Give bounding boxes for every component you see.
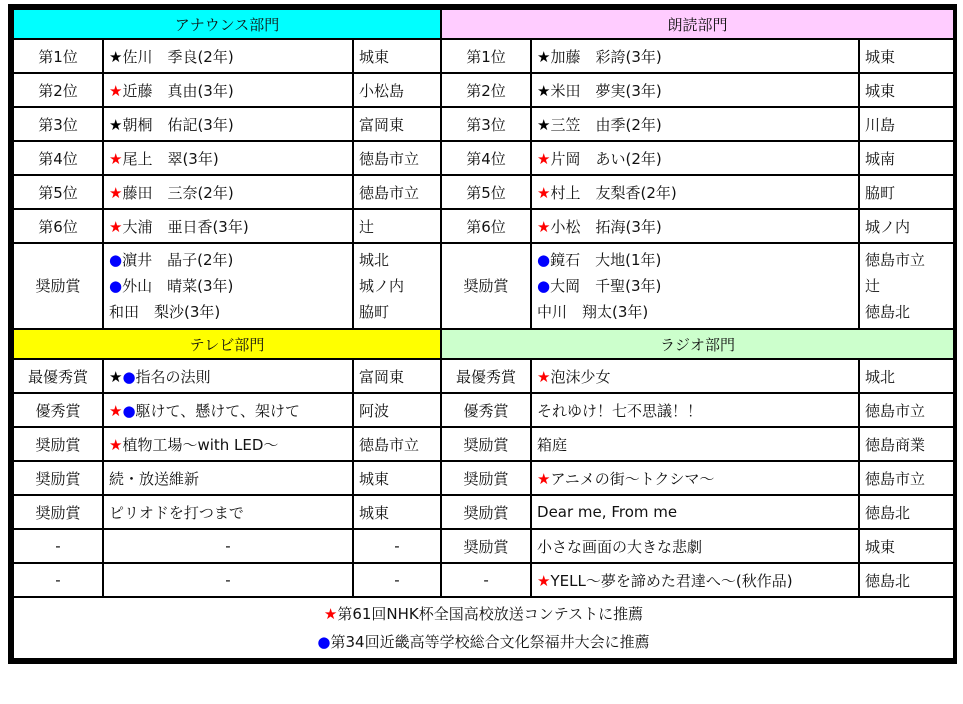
circle-icon: ● <box>537 251 551 269</box>
entry-text: 小さな画面の大きな悲劇 <box>537 537 703 556</box>
entry-cell <box>103 209 353 243</box>
table-row <box>13 359 954 393</box>
rank-cell: - <box>13 563 103 597</box>
entry-cell <box>103 141 353 175</box>
entry-line <box>109 273 347 299</box>
school-cell <box>353 495 441 529</box>
rank-cell: 第5位 <box>13 175 103 209</box>
star-icon: ★ <box>537 115 551 134</box>
star-icon: ★ <box>109 367 123 386</box>
rank-cell: 第4位 <box>13 141 103 175</box>
entry-cell <box>531 427 859 461</box>
table-row <box>13 73 954 107</box>
entry-text: - <box>225 537 231 555</box>
school-name: 脇町 <box>359 303 390 321</box>
school-name: - <box>394 571 400 589</box>
results-table-frame <box>8 4 957 664</box>
star-icon: ★ <box>109 401 123 420</box>
circle-icon: ● <box>122 367 136 386</box>
school-name: 城ノ内 <box>865 217 911 236</box>
entry-line <box>109 216 347 237</box>
school-name: 城ノ内 <box>359 277 405 295</box>
school-name: 川島 <box>865 115 896 134</box>
school-name: 徳島市立 <box>359 183 420 202</box>
entry-line <box>537 247 853 273</box>
entry-text: 米田 夢実(3年) <box>550 81 662 100</box>
entry-line <box>109 80 347 101</box>
entry-line <box>537 148 853 169</box>
entry-cell <box>531 175 859 209</box>
table-row <box>13 243 954 329</box>
star-icon: ★ <box>109 115 123 134</box>
entry-text: 続・放送維新 <box>109 469 200 488</box>
school-cell <box>859 141 954 175</box>
school-cell <box>353 359 441 393</box>
entry-cell <box>531 461 859 495</box>
entry-line <box>537 468 853 489</box>
school-cell <box>353 175 441 209</box>
rank-cell: 奨励賞 <box>13 461 103 495</box>
table-row <box>13 529 954 563</box>
school-name: 城南 <box>865 149 896 168</box>
entry-text: 外山 晴菜(3年) <box>122 277 234 295</box>
entry-line <box>109 502 347 523</box>
entry-line <box>109 247 347 273</box>
rank-cell: 第2位 <box>13 73 103 107</box>
circle-icon: ● <box>537 277 551 295</box>
rank-cell: 第3位 <box>441 107 531 141</box>
star-icon: ★ <box>537 81 551 100</box>
school-cell <box>859 529 954 563</box>
circle-icon: ● <box>109 251 123 269</box>
entry-text: 箱庭 <box>537 435 568 454</box>
school-cell <box>353 39 441 73</box>
category-header: テレビ部門 <box>13 329 441 359</box>
entry-cell <box>103 73 353 107</box>
star-icon: ★ <box>537 47 551 66</box>
rank-cell: 奨励賞 <box>441 495 531 529</box>
entry-text: 第34回近畿高等学校総合文化祭福井大会に推薦 <box>330 633 650 651</box>
school-name: 富岡東 <box>359 367 405 386</box>
entry-line <box>537 182 853 203</box>
legend-row <box>13 597 954 659</box>
star-icon: ★ <box>323 605 338 623</box>
school-cell <box>859 107 954 141</box>
school-name: 辻 <box>865 277 881 295</box>
entry-text: 藤田 三奈(2年) <box>122 183 234 202</box>
entry-cell <box>103 107 353 141</box>
school-name: 徳島北 <box>865 571 911 590</box>
entry-line <box>537 299 853 325</box>
entry-line <box>109 114 347 135</box>
entry-line <box>109 46 347 67</box>
entry-text: 三笠 由季(2年) <box>550 115 662 134</box>
entry-line <box>537 503 853 521</box>
table-row <box>13 107 954 141</box>
circle-icon: ● <box>109 277 123 295</box>
table-row <box>13 495 954 529</box>
entry-line <box>537 46 853 67</box>
entry-line <box>537 570 853 591</box>
school-name: 徳島市立 <box>865 469 926 488</box>
table-row <box>13 175 954 209</box>
entry-line <box>537 366 853 387</box>
star-icon: ★ <box>109 217 123 236</box>
entry-text: 和田 梨沙(3年) <box>109 303 221 321</box>
entry-line <box>109 366 347 387</box>
school-name: 城東 <box>359 469 390 488</box>
entry-cell <box>531 529 859 563</box>
entry-line <box>19 628 948 656</box>
entry-text: 鏡石 大地(1年) <box>550 251 662 269</box>
entry-cell <box>103 461 353 495</box>
school-cell <box>859 427 954 461</box>
legend-cell <box>13 597 954 659</box>
entry-cell <box>531 39 859 73</box>
rank-cell: 第1位 <box>13 39 103 73</box>
star-icon: ★ <box>537 469 551 488</box>
rank-cell: 奨励賞 <box>441 529 531 563</box>
rank-cell: 奨励賞 <box>441 461 531 495</box>
school-name: 城北 <box>359 251 390 269</box>
school-name: 徳島市立 <box>865 401 926 420</box>
entry-cell <box>531 495 859 529</box>
entry-text: 大浦 亜日香(3年) <box>122 217 249 236</box>
star-icon: ★ <box>109 47 123 66</box>
entry-text: YELL～夢を諦めた君達へ～(秋作品) <box>550 571 793 590</box>
rank-cell: 最優秀賞 <box>441 359 531 393</box>
entry-cell <box>531 243 859 329</box>
school-name: 辻 <box>359 217 375 236</box>
entry-text: 濵井 晶子(2年) <box>122 251 234 269</box>
rank-cell: 第2位 <box>441 73 531 107</box>
school-name: 徳島北 <box>865 503 911 522</box>
rank-cell: 優秀賞 <box>13 393 103 427</box>
star-icon: ★ <box>537 183 551 202</box>
entry-line <box>537 400 853 421</box>
star-icon: ★ <box>109 435 123 454</box>
star-icon: ★ <box>537 149 551 168</box>
rank-cell: 奨励賞 <box>13 243 103 329</box>
entry-text: 大岡 千聖(3年) <box>550 277 662 295</box>
rank-cell: 奨励賞 <box>13 495 103 529</box>
entry-text: 小松 拓海(3年) <box>550 217 662 236</box>
school-name: 城東 <box>359 47 390 66</box>
entry-line <box>19 600 948 628</box>
rank-cell: 第6位 <box>13 209 103 243</box>
entry-cell <box>531 107 859 141</box>
star-icon: ★ <box>537 217 551 236</box>
entry-text: 駆けて、懸けて、架けて <box>135 401 300 420</box>
entry-line <box>537 80 853 101</box>
school-cell <box>353 393 441 427</box>
school-name: 徳島市立 <box>359 435 420 454</box>
table-row <box>13 39 954 73</box>
school-cell <box>859 209 954 243</box>
entry-cell <box>103 427 353 461</box>
star-icon: ★ <box>109 149 123 168</box>
school-name: 城東 <box>865 537 896 556</box>
school-cell <box>353 243 441 329</box>
school-name: - <box>394 537 400 555</box>
circle-icon: ● <box>317 633 331 651</box>
entry-text: 指名の法則 <box>135 367 211 386</box>
star-icon: ★ <box>109 81 123 100</box>
entry-cell <box>531 209 859 243</box>
rank-cell: 優秀賞 <box>441 393 531 427</box>
school-cell <box>859 39 954 73</box>
star-icon: ★ <box>537 571 551 590</box>
rank-cell: - <box>441 563 531 597</box>
entry-text: 中川 翔太(3年) <box>537 303 649 321</box>
school-cell <box>859 563 954 597</box>
table-row <box>13 461 954 495</box>
entry-line <box>537 216 853 237</box>
entry-cell <box>103 39 353 73</box>
school-name: 城東 <box>865 81 896 100</box>
rank-cell: 第5位 <box>441 175 531 209</box>
entry-text: 泡沫少女 <box>550 367 611 386</box>
rank-cell: 第1位 <box>441 39 531 73</box>
rank-cell: 奨励賞 <box>441 427 531 461</box>
entry-line <box>537 536 853 557</box>
entry-cell <box>103 563 353 597</box>
school-name: 脇町 <box>865 183 896 202</box>
school-name: 徳島商業 <box>865 435 926 454</box>
school-cell <box>859 393 954 427</box>
rank-cell: 第3位 <box>13 107 103 141</box>
entry-text: 朝桐 佑記(3年) <box>122 115 234 134</box>
school-name: 城北 <box>865 367 896 386</box>
school-cell <box>353 427 441 461</box>
entry-line <box>109 299 347 325</box>
entry-cell <box>103 393 353 427</box>
star-icon: ★ <box>537 367 551 386</box>
entry-cell <box>531 359 859 393</box>
entry-cell <box>531 73 859 107</box>
entry-text: 尾上 翠(3年) <box>122 149 219 168</box>
entry-text: 第61回NHK杯全国高校放送コンテストに推薦 <box>337 605 644 623</box>
entry-line <box>537 114 853 135</box>
entry-text: Dear me, From me <box>537 503 678 521</box>
school-cell <box>353 563 441 597</box>
entry-line <box>109 537 347 555</box>
entry-text: ピリオドを打つまで <box>109 503 244 522</box>
entry-line <box>109 468 347 489</box>
entry-line <box>109 400 347 421</box>
school-name: 徳島北 <box>865 303 911 321</box>
school-cell <box>353 107 441 141</box>
school-name: 阿波 <box>359 401 390 420</box>
entry-text: 村上 友梨香(2年) <box>550 183 677 202</box>
school-name: 小松島 <box>359 81 405 100</box>
entry-cell <box>531 141 859 175</box>
rank-cell: 奨励賞 <box>441 243 531 329</box>
entry-text: 近藤 真由(3年) <box>122 81 234 100</box>
entry-text: 佐川 季良(2年) <box>122 47 234 66</box>
school-cell <box>859 359 954 393</box>
entry-line <box>109 434 347 455</box>
entry-text: それゆけ！七不思議！！ <box>537 401 703 420</box>
rank-cell: 奨励賞 <box>13 427 103 461</box>
entry-line <box>109 148 347 169</box>
school-cell <box>353 141 441 175</box>
school-cell <box>859 175 954 209</box>
rank-cell: 最優秀賞 <box>13 359 103 393</box>
rank-cell: 第4位 <box>441 141 531 175</box>
school-cell <box>859 495 954 529</box>
school-cell <box>353 461 441 495</box>
category-header-row <box>13 329 954 359</box>
school-cell <box>353 73 441 107</box>
entry-text: 加藤 彩誇(3年) <box>550 47 662 66</box>
table-row <box>13 209 954 243</box>
results-table <box>12 8 955 660</box>
table-row <box>13 141 954 175</box>
entry-cell <box>103 529 353 563</box>
entry-cell <box>531 393 859 427</box>
school-name: 徳島市立 <box>359 149 420 168</box>
school-cell <box>859 461 954 495</box>
circle-icon: ● <box>122 401 136 420</box>
category-header: アナウンス部門 <box>13 9 441 39</box>
entry-line <box>537 273 853 299</box>
school-cell <box>859 243 954 329</box>
entry-text: アニメの街～トクシマ～ <box>550 469 715 488</box>
category-header: 朗読部門 <box>441 9 954 39</box>
entry-text: - <box>225 571 231 589</box>
rank-cell: - <box>13 529 103 563</box>
category-header-row <box>13 9 954 39</box>
entry-cell <box>103 175 353 209</box>
school-cell <box>353 209 441 243</box>
entry-cell <box>103 243 353 329</box>
entry-cell <box>103 359 353 393</box>
entry-text: 片岡 あい(2年) <box>550 149 662 168</box>
entry-cell <box>531 563 859 597</box>
school-name: 城東 <box>359 503 390 522</box>
category-header: ラジオ部門 <box>441 329 954 359</box>
entry-text: 植物工場～with LED～ <box>122 435 279 454</box>
school-cell <box>859 73 954 107</box>
rank-cell: 第6位 <box>441 209 531 243</box>
entry-line <box>109 571 347 589</box>
entry-line <box>109 182 347 203</box>
school-name: 城東 <box>865 47 896 66</box>
star-icon: ★ <box>109 183 123 202</box>
table-row <box>13 427 954 461</box>
entry-cell <box>103 495 353 529</box>
school-name: 徳島市立 <box>865 251 926 269</box>
entry-line <box>537 434 853 455</box>
table-row <box>13 393 954 427</box>
table-row <box>13 563 954 597</box>
school-name: 富岡東 <box>359 115 405 134</box>
school-cell <box>353 529 441 563</box>
